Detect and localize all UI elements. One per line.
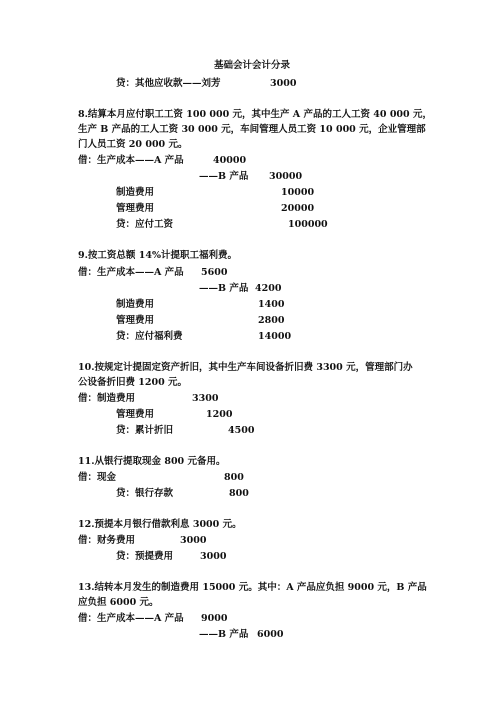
entry-line: 借：生产成本——A 产品 xyxy=(78,267,184,278)
entry-amount: 3300 xyxy=(192,393,219,404)
entry-line: 管理费用 xyxy=(116,409,155,420)
question-text: 公设备折旧费 1200 元。 xyxy=(78,377,188,388)
entry-line: ——B 产品 xyxy=(199,629,249,640)
entry-amount: 4500 xyxy=(228,425,255,436)
entry-amount: 10000 xyxy=(281,187,315,198)
entry-line: 借：生产成本——A 产品 xyxy=(78,155,184,166)
question-text: 11.从银行提取现金 800 元备用。 xyxy=(78,456,226,467)
entry-amount: 100000 xyxy=(288,219,328,230)
question-text: 生产 B 产品的工人工资 30 000 元，车间管理人员工资 10 000 元，企业管理部 xyxy=(78,124,426,135)
entry-line: 制造费用 xyxy=(116,187,155,198)
entry-line: 借：现金 xyxy=(78,472,117,483)
entry-line: 借：生产成本——A 产品 xyxy=(78,613,184,624)
entry-amount: 9000 xyxy=(201,613,228,624)
entry-amount: 2800 xyxy=(258,315,285,326)
entry-amount: 800 xyxy=(229,488,249,499)
entry-amount: 1400 xyxy=(258,299,285,310)
entry-amount: 20000 xyxy=(281,203,315,214)
entry-amount: 14000 xyxy=(258,331,292,342)
entry-line: 借：财务费用 xyxy=(78,535,136,546)
entry-line: 贷：累计折旧 xyxy=(116,425,174,436)
entry-amount: 30000 xyxy=(269,171,303,182)
entry-amount: 3000 xyxy=(270,78,297,89)
entry-amount: 3000 xyxy=(200,551,227,562)
entry-line: 管理费用 xyxy=(116,315,155,326)
entry-amount: 3000 xyxy=(180,535,207,546)
question-text: 10.按规定计提固定资产折旧，其中生产车间设备折旧费 3300 元，管理部门办 xyxy=(78,362,413,373)
question-text: 门人员工资 20 000 元。 xyxy=(78,139,188,150)
entry-line: 借：制造费用 xyxy=(78,393,136,404)
entry-amount: 1200 xyxy=(206,409,233,420)
entry-line: 管理费用 xyxy=(116,203,155,214)
entry-line: 贷：应付福利费 xyxy=(116,331,183,342)
question-text: 8.结算本月应付职工工资 100 000 元，其中生产 A 产品的工人工资 40 000 元， xyxy=(78,109,432,120)
entry-amount: 6000 xyxy=(257,629,284,640)
entry-line: ——B 产品 xyxy=(199,171,249,182)
entry-line: 制造费用 xyxy=(116,299,155,310)
entry-line: 贷：预提费用 xyxy=(116,551,174,562)
question-text: 应负担 6000 元。 xyxy=(78,597,159,608)
entry-line: 贷：应付工资 xyxy=(116,219,174,230)
question-text: 13.结转本月发生的制造费用 15000 元。其中：A 产品应负担 9000 元，B 产品 xyxy=(78,582,427,593)
question-text: 9.按工资总额 14%计提职工福利费。 xyxy=(78,250,237,261)
page-title: 基础会计会计分录 xyxy=(214,60,291,71)
entry-amount: 800 xyxy=(224,472,244,483)
entry-line: 贷：其他应收款——刘芳 xyxy=(116,78,221,89)
entry-line: ——B 产品 xyxy=(199,283,249,294)
entry-amount: 5600 xyxy=(201,267,228,278)
entry-amount: 4200 xyxy=(255,283,282,294)
entry-line: 贷：银行存款 xyxy=(116,488,174,499)
question-text: 12.预提本月银行借款利息 3000 元。 xyxy=(78,519,242,530)
entry-amount: 40000 xyxy=(213,155,247,166)
